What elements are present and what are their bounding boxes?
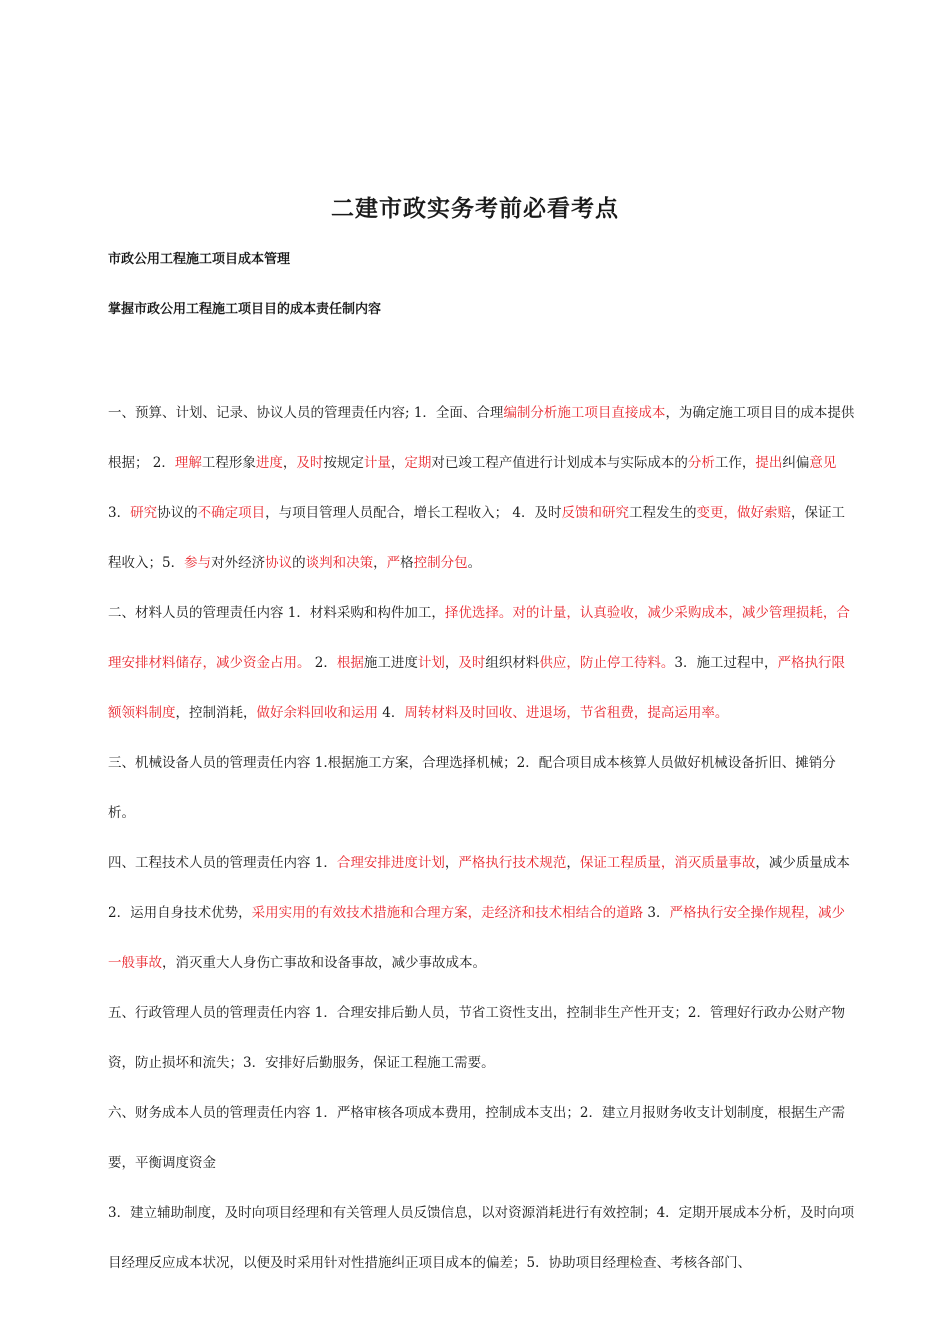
page-title: 二建市政实务考前必看考点	[331, 196, 619, 222]
text-run: 工程发生的	[628, 505, 697, 521]
paragraph	[108, 388, 858, 588]
text-run: 六、财务成本人员的管理责任内容 1．严格审核各项成本费用，控制成本支出；2．建立月报财务收支计划制度，根据生产需要，平衡调度资金	[108, 1105, 845, 1171]
paragraph	[108, 988, 858, 1088]
text-run: ，保证工程收入；5．	[108, 505, 845, 571]
highlighted-text: 分析	[687, 455, 715, 471]
text-run: ，消灭重大人身伤亡事故和设备事故，减少事故成本。	[162, 955, 486, 971]
highlighted-text: 变更，做好索赔	[696, 505, 791, 521]
highlighted-text: 研究	[130, 505, 158, 521]
text-run: ，	[444, 855, 459, 871]
highlighted-text: 合理安排进度计划	[336, 855, 445, 871]
text-run: ，	[282, 455, 297, 471]
text-run: 施工进度	[363, 655, 418, 671]
text-run: 工作，	[714, 455, 756, 471]
highlighted-text: 反馈和研究	[561, 505, 629, 521]
highlighted-text: 根据	[336, 655, 364, 671]
highlighted-text: 采用实用的有效技术措施和合理方案，走经济和技术相结合的道路	[251, 905, 644, 921]
text-run: ，	[373, 555, 387, 571]
text-run: 3．	[108, 505, 131, 521]
highlighted-text: 谈判和决策	[305, 555, 374, 571]
text-run: 三、机械设备人员的管理责任内容 1.根据施工方案，合理选择机械；2．配合项目成本核算人员做好机械设备折旧、摊销分析。	[108, 755, 836, 821]
highlighted-text: 理解	[174, 455, 202, 471]
text-run: ，与项目管理人员配合，增长工程收入； 4．及时	[265, 505, 562, 521]
text-run: 2．	[310, 655, 337, 671]
paragraph	[108, 1188, 858, 1288]
paragraph	[108, 1088, 858, 1188]
text-run: 3．施工过程中，	[674, 655, 778, 671]
text-run: 3．	[643, 905, 670, 921]
text-run: ，减少质量成本 2．运用自身技术优势，	[108, 855, 850, 921]
highlighted-text: 定期	[404, 455, 432, 471]
text-run: 4．	[378, 705, 405, 721]
text-run: ，为确定施工项目目的成本提供根据； 2．	[108, 405, 855, 471]
paragraph	[108, 838, 858, 988]
text-run: 3．建立辅助制度，及时向项目经理和有关管理人员反馈信息，以对资源消耗进行有效控制；4．定期开展成本分析，及时向项目经理反应成本状况，以便及时采用针对性措施纠正项目成本的偏差；5．协助项目经理检查、考核各部门、	[108, 1205, 855, 1271]
text-run: ，	[390, 455, 405, 471]
highlighted-text: 择优选择。对的计量，认真验收，减少采购成本，减少管理损耗，合理安排材料储存，减少资金占用。	[108, 605, 850, 671]
text-run: 组织材料	[485, 655, 540, 671]
paragraph	[108, 738, 858, 838]
text-run: 纠偏	[782, 455, 810, 471]
text-run: ，	[444, 655, 459, 671]
highlighted-text: 不确定项目	[197, 505, 266, 521]
text-run: 的	[292, 555, 306, 571]
highlighted-text: 及时	[296, 455, 324, 471]
highlighted-text: 严格执行限额领料制度	[108, 655, 845, 721]
text-run: 四、工程技术人员的管理责任内容 1．	[108, 855, 337, 871]
highlighted-text: 进度	[255, 455, 283, 471]
highlighted-text: 控制分包	[413, 555, 468, 571]
text-run: 按规定	[323, 455, 364, 471]
text-run: 对外经济	[211, 555, 266, 571]
text-run: 五、行政管理人员的管理责任内容 1．合理安排后勤人员，节省工资性支出，控制非生产性开支；2．管理好行政办公财产物资，防止损坏和流失；3．安排好后勤服务，保证工程施工需要。	[108, 1005, 845, 1071]
text-run: 工程形象	[201, 455, 256, 471]
highlighted-text: 协议	[265, 555, 293, 571]
highlighted-text: 做好余料回收和运用	[256, 705, 378, 721]
text-run: 一、预算、计划、记录、协议人员的管理责任内容; 1．全面、合理	[108, 405, 504, 421]
text-run: 格	[400, 555, 414, 571]
text-run: 对已竣工程产值进行计划成本与实际成本的	[431, 455, 688, 471]
text-run: 二、材料人员的管理责任内容 1．材料采购和构件加工，	[108, 605, 445, 621]
highlighted-text: 严	[386, 555, 401, 571]
highlighted-text: 计量	[363, 455, 391, 471]
highlighted-text: 编制分析施工项目直接成本	[503, 405, 666, 421]
highlighted-text: 及时	[458, 655, 486, 671]
highlighted-text: 严格执行安全操作规程，减少一般事故	[108, 905, 845, 971]
subsection-heading: 掌握市政公用工程施工项目目的成本责任制内容	[108, 302, 382, 317]
text-run: ，	[566, 855, 580, 871]
highlighted-text: 参与	[184, 555, 212, 571]
text-run: 协议的	[157, 505, 198, 521]
highlighted-text: 意见	[809, 455, 837, 471]
document-body	[108, 388, 858, 1288]
section-heading: 市政公用工程施工项目成本管理	[108, 252, 291, 267]
highlighted-text: 周转材料及时回收、进退场，节省租费，提高运用率。	[404, 705, 729, 721]
paragraph	[108, 588, 858, 738]
highlighted-text: 提出	[755, 455, 783, 471]
text-run: ，控制消耗，	[175, 705, 257, 721]
highlighted-text: 计划	[417, 655, 445, 671]
text-run: 。	[467, 555, 482, 571]
highlighted-text: 供应，防止停工待料。	[539, 655, 675, 671]
highlighted-text: 保证工程质量，消灭质量事故	[579, 855, 756, 871]
highlighted-text: 严格执行技术规范	[458, 855, 567, 871]
